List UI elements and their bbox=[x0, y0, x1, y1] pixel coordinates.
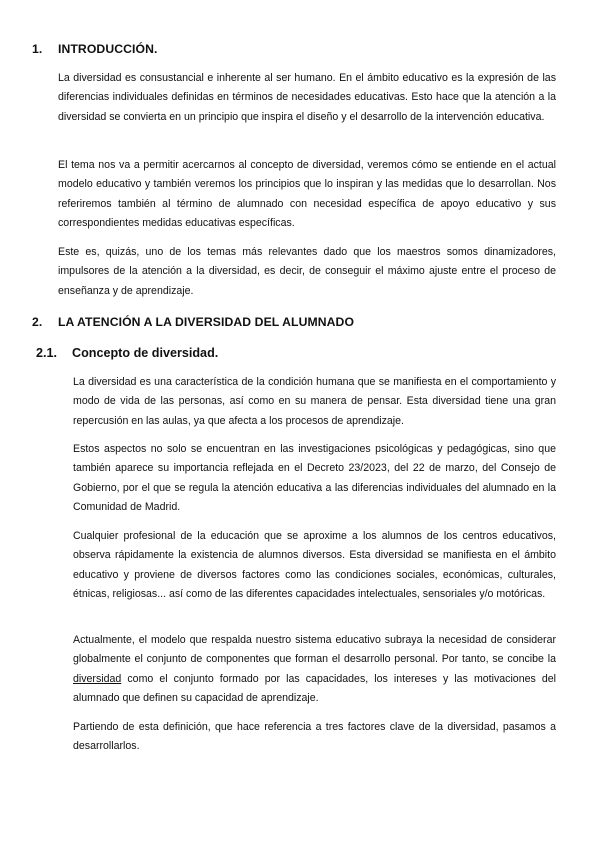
section-2-title: LA ATENCIÓN A LA DIVERSIDAD DEL ALUMNADO bbox=[58, 315, 355, 329]
diversity-paragraph-1: La diversidad es una característica de la condición humana que se manifiesta en el comportamiento y modo de vida de las personas, así como en su manera de pensar. Esta diversidad tiene una gran repercusión en las aulas, ya que afecta a los procesos de aprendizaje. bbox=[73, 376, 556, 427]
section-1-number: 1. bbox=[32, 42, 43, 56]
paragraph-4-text-before: Actualmente, el modelo que respalda nuestro sistema educativo subraya la necesidad de considerar globalmente el conjunto de componentes que forman el desarrollo personal. Por tanto, se concibe la bbox=[73, 634, 556, 666]
diversidad-underlined-term: diversidad bbox=[73, 672, 122, 685]
intro-paragraph-3: Este es, quizás, uno de los temas más relevantes dado que los maestros somos dinamizadores, impulsores de la atención a la diversidad, es decir, de conseguir el máximo ajuste entre el proceso de enseñanza y de aprendizaje. bbox=[58, 246, 556, 297]
diversity-paragraph-2: Estos aspectos no solo se encuentran en las investigaciones psicológicas y pedagógicas, sino que también aparece su importancia reflejada en el Decreto 23/2023, del 22 de marzo, del Consejo de Gobierno, por el que se regula la atención educativa a las diferencias individuales del alumnado en la Comunidad de Madrid. bbox=[73, 443, 556, 514]
diversity-paragraph-4 bbox=[73, 631, 556, 709]
subsection-2-1-title: Concepto de diversidad. bbox=[72, 346, 219, 360]
diversity-paragraph-5: Partiendo de esta definición, que hace referencia a tres factores clave de la diversidad, pasamos a desarrollarlos. bbox=[73, 721, 556, 753]
section-2-heading bbox=[32, 315, 354, 329]
subsection-2-1-heading bbox=[36, 346, 218, 360]
section-2-number: 2. bbox=[32, 315, 43, 329]
section-1-heading bbox=[32, 42, 157, 56]
intro-paragraph-1: La diversidad es consustancial e inherente al ser humano. En el ámbito educativo es la expresión de las diferencias individuales definidas en términos de necesidades educativas. Esto hace que la atención a la diversidad se convierta en un principio que inspira el diseño y el desarrollo de la intervención educativa. bbox=[58, 72, 556, 123]
section-1-title: INTRODUCCIÓN. bbox=[58, 42, 158, 56]
diversity-paragraph-3: Cualquier profesional de la educación que se aproxime a los alumnos de los centros educativos, observa rápidamente la existencia de alumnos diversos. Esta diversidad se manifiesta en el ámbito educativo y proviene de diversos factores como las condiciones sociales, económicas, culturales, étnicas, religiosas... así como de las diferentes capacidades intelectuales, sensoriales y/o motóricas. bbox=[73, 530, 556, 601]
paragraph-4-text-after: como el conjunto formado por las capacidades, los intereses y las motivaciones del alumnado que definen su capacidad de aprendizaje. bbox=[73, 672, 556, 705]
subsection-2-1-number: 2.1. bbox=[36, 346, 58, 360]
intro-paragraph-2: El tema nos va a permitir acercarnos al concepto de diversidad, veremos cómo se entiende en el actual modelo educativo y también veremos los principios que lo inspiran y las medidas que lo desarrollan. Nos referiremos también al término de alumnado con necesidad específica de apoyo educativo y sus correspondientes medidas educativas específicas. bbox=[58, 159, 556, 230]
